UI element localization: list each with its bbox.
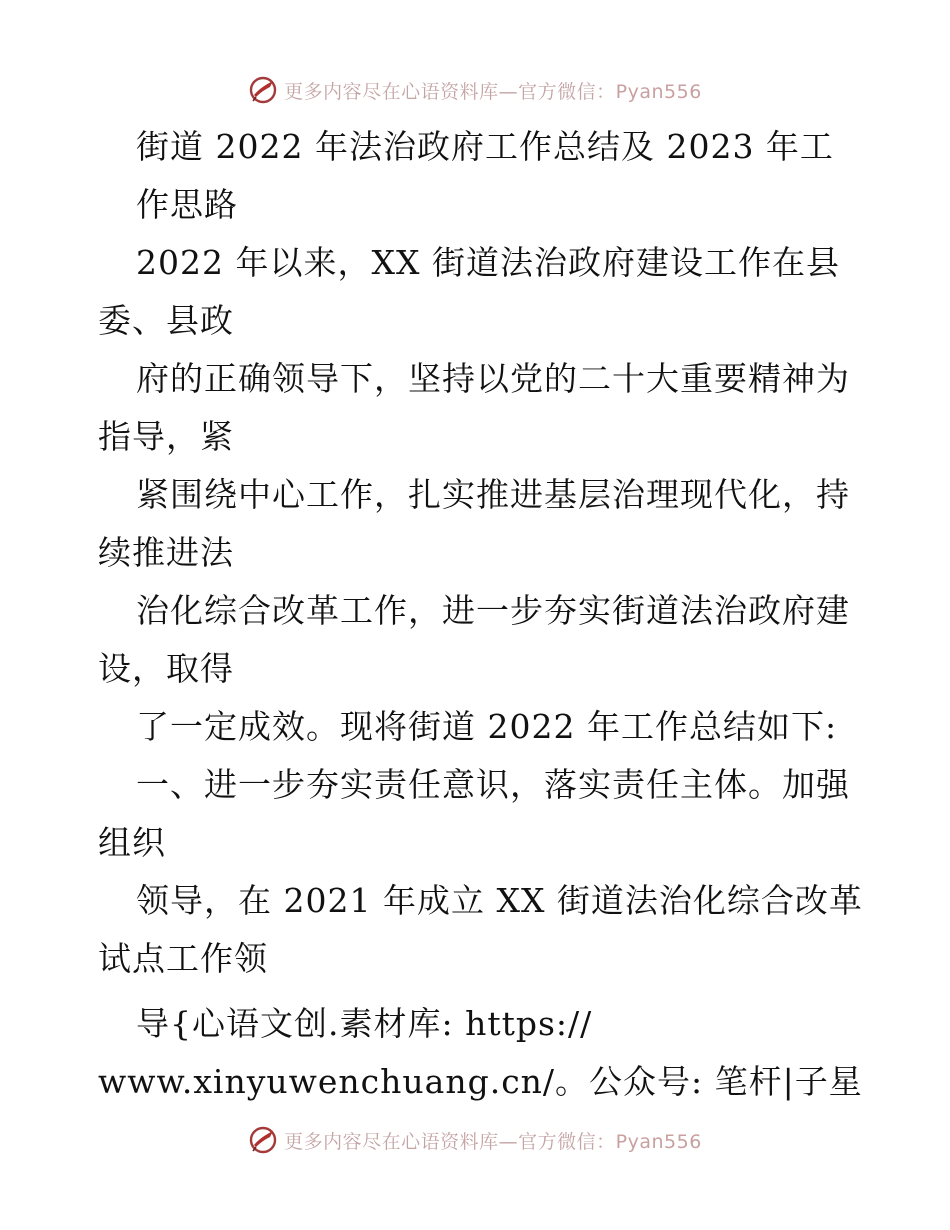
quill-circle-logo-icon — [248, 1125, 278, 1155]
quill-circle-logo-icon — [248, 75, 278, 105]
watermark-text: 更多内容尽在心语资料库—官方微信：Pyan556 — [284, 80, 702, 103]
paragraph-line: 2022 年以来，XX 街道法治政府建设工作在县 — [136, 243, 840, 282]
paragraph-line: 导{心语文创.素材库: https:// — [136, 1004, 593, 1043]
paragraph-line: www.xinyuwenchuang.cn/。公众号: 笔杆|子星 — [98, 1062, 863, 1101]
footer-watermark — [0, 1120, 950, 1160]
paragraph-line: 领导，在 2021 年成立 XX 街道法治化综合改革 — [136, 881, 863, 920]
doc-title-line-1: 街道 2022 年法治政府工作总结及 2023 年工 — [136, 127, 834, 166]
paragraph-line: 紧围绕中心工作，扎实推进基层治理现代化，持 — [136, 475, 850, 514]
paragraph-line: 续推进法 — [98, 533, 234, 572]
paragraph-line: 了一定成效。现将街道 2022 年工作总结如下: — [136, 707, 838, 746]
paragraph-line: 指导，紧 — [98, 417, 234, 456]
paragraph-line: 设，取得 — [98, 649, 234, 688]
doc-title-line-2: 作思路 — [136, 185, 238, 224]
paragraph-line: 试点工作领 — [98, 939, 268, 978]
header-watermark — [0, 70, 950, 110]
paragraph-line: 一、进一步夯实责任意识，落实责任主体。加强 — [136, 765, 850, 804]
paragraph-line: 委、县政 — [98, 301, 234, 340]
paragraph-line: 治化综合改革工作，进一步夯实街道法治政府建 — [136, 591, 850, 630]
paragraph-line: 府的正确领导下，坚持以党的二十大重要精神为 — [136, 359, 850, 398]
paragraph-line: 组织 — [98, 823, 166, 862]
watermark-text: 更多内容尽在心语资料库—官方微信：Pyan556 — [284, 1130, 702, 1153]
